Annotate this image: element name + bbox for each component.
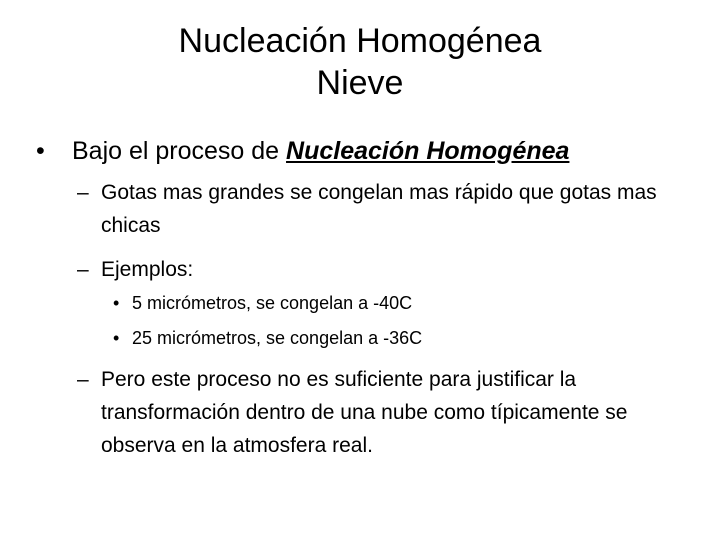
main-bullet-text: Bajo el proceso de	[72, 137, 287, 165]
dash-marker: –	[77, 181, 89, 204]
example-item	[113, 327, 673, 349]
bullet-marker: •	[36, 137, 45, 165]
sub-bullet-larger-drops	[77, 176, 697, 242]
example-item	[113, 292, 673, 314]
sub-bullet-insufficient	[77, 363, 697, 462]
sub-bullet-examples	[77, 253, 697, 286]
sub-bullet-text: Gotas mas grandes se congelan mas rápido que gotas mas chicas	[101, 181, 657, 237]
dash-marker: –	[77, 258, 89, 281]
sub-bullet-text: Ejemplos:	[101, 258, 194, 281]
bullet-marker: •	[113, 328, 120, 348]
bullet-marker: •	[113, 293, 120, 313]
main-bullet	[36, 133, 696, 169]
title-line-2: Nieve	[316, 64, 404, 102]
sub-bullet-text: Pero este proceso no es suficiente para justificar la transformación dentro de una nube como típicamente se observa en la atmosfera real.	[101, 368, 628, 457]
example-text: 25 micrómetros, se congelan a -36C	[132, 328, 423, 348]
example-text: 5 micrómetros, se congelan a -40C	[132, 293, 413, 313]
title-line-1: Nucleación Homogénea	[178, 22, 542, 60]
main-bullet-emphasis: Nucleación Homogénea	[286, 137, 570, 165]
slide-title	[0, 20, 720, 104]
dash-marker: –	[77, 368, 89, 391]
